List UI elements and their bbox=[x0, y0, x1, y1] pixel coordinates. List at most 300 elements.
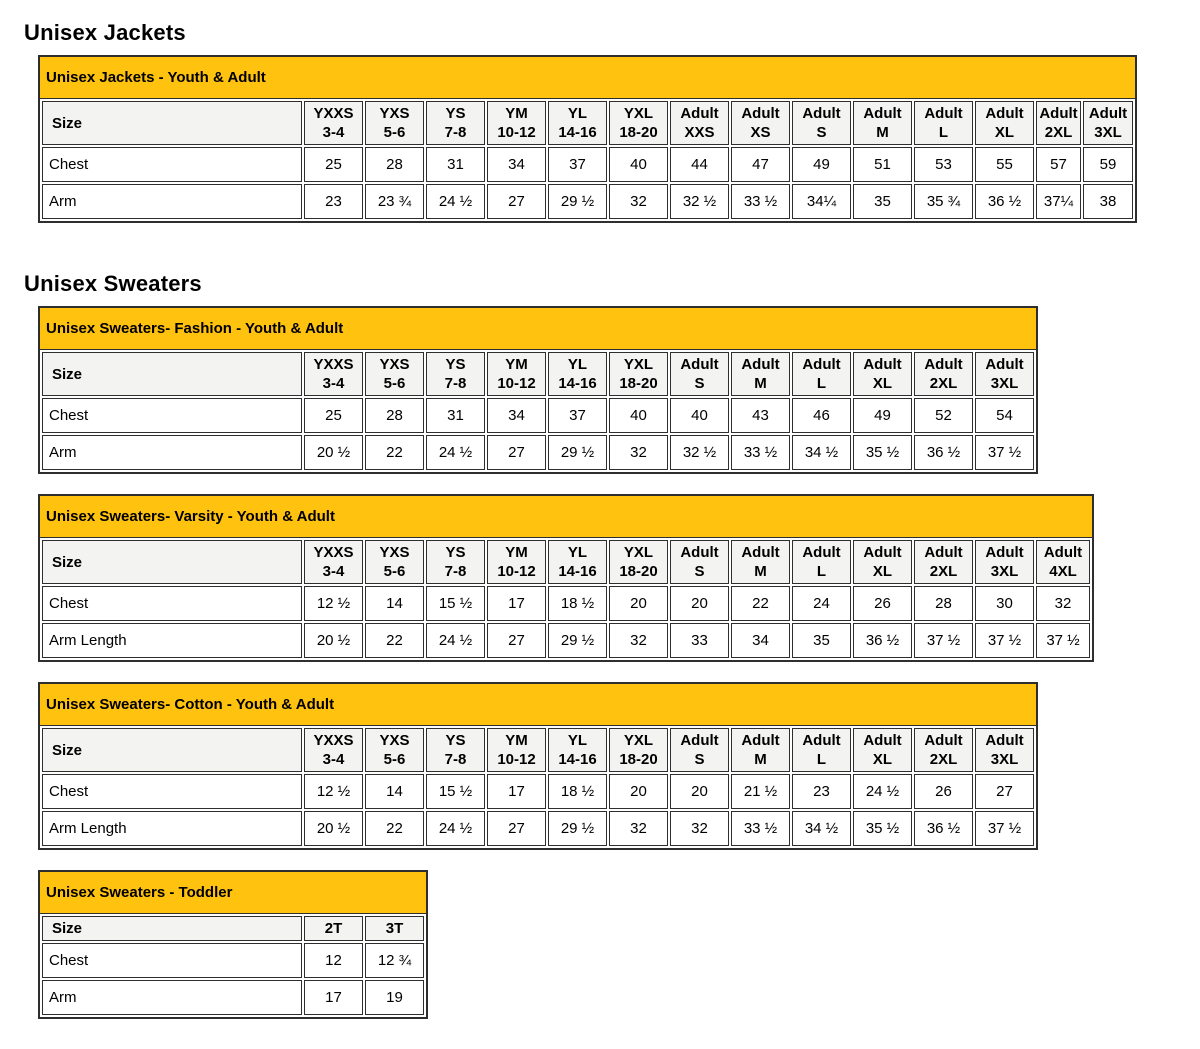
size-header-label: Size bbox=[42, 352, 302, 396]
column-header bbox=[365, 728, 424, 772]
table-title-banner: Unisex Sweaters- Fashion - Youth & Adult bbox=[40, 308, 1036, 350]
column-header-line1: YXXS bbox=[313, 732, 354, 749]
size-value-cell: 20 bbox=[670, 586, 729, 621]
column-header-line2: 5-6 bbox=[383, 563, 406, 580]
size-value-cell: 27 bbox=[975, 774, 1034, 809]
column-header bbox=[670, 352, 729, 396]
column-header-line2: S bbox=[694, 751, 705, 768]
size-value-cell: 23 ¾ bbox=[365, 184, 424, 219]
table-row bbox=[42, 943, 424, 978]
size-value-cell: 21 ½ bbox=[731, 774, 790, 809]
size-value-cell: 36 ½ bbox=[853, 623, 912, 658]
size-value-cell: 37 ½ bbox=[1036, 623, 1090, 658]
size-value-cell: 22 bbox=[365, 811, 424, 846]
column-header bbox=[365, 916, 424, 941]
column-header-line1: Adult bbox=[802, 356, 841, 373]
column-header-line1: YXL bbox=[623, 356, 654, 373]
size-value-cell: 17 bbox=[304, 980, 363, 1015]
size-header-label: Size bbox=[42, 916, 302, 941]
column-header-line1: YL bbox=[567, 356, 588, 373]
column-header-line2: 14-16 bbox=[558, 751, 597, 768]
column-header bbox=[365, 101, 424, 145]
column-header bbox=[670, 101, 729, 145]
size-value-cell: 15 ½ bbox=[426, 774, 485, 809]
row-label: Arm Length bbox=[42, 623, 302, 658]
column-header-line1: YXS bbox=[379, 732, 410, 749]
column-header bbox=[426, 101, 485, 145]
column-header-line2: M bbox=[876, 124, 889, 141]
column-header bbox=[548, 540, 607, 584]
size-value-cell: 33 ½ bbox=[731, 811, 790, 846]
size-value-cell: 12 ¾ bbox=[365, 943, 424, 978]
column-header-line2: 2XL bbox=[1044, 124, 1073, 141]
column-header-line2: L bbox=[938, 124, 949, 141]
size-value-cell: 24 ½ bbox=[853, 774, 912, 809]
column-header bbox=[304, 352, 363, 396]
section bbox=[24, 20, 1190, 243]
column-header-line1: Adult bbox=[802, 544, 841, 561]
header-row bbox=[42, 728, 1034, 772]
column-header-line1: Adult bbox=[1039, 105, 1078, 122]
size-value-cell: 25 bbox=[304, 398, 363, 433]
column-header-line2: 3-4 bbox=[322, 375, 345, 392]
size-value-cell: 27 bbox=[487, 623, 546, 658]
size-value-cell: 34 bbox=[731, 623, 790, 658]
section-heading: Unisex Sweaters bbox=[24, 271, 202, 296]
column-header bbox=[548, 728, 607, 772]
row-label: Chest bbox=[42, 774, 302, 809]
table-title-banner: Unisex Sweaters - Toddler bbox=[40, 872, 426, 914]
column-header-line2: S bbox=[816, 124, 827, 141]
column-header-line1: Adult bbox=[985, 105, 1024, 122]
column-header bbox=[426, 540, 485, 584]
table-row bbox=[42, 147, 1133, 182]
column-header-line1: YM bbox=[505, 105, 528, 122]
column-header-line1: YXL bbox=[623, 732, 654, 749]
size-value-cell: 32 bbox=[609, 623, 668, 658]
size-value-cell: 28 bbox=[365, 398, 424, 433]
column-header bbox=[609, 352, 668, 396]
column-header bbox=[670, 728, 729, 772]
size-value-cell: 14 bbox=[365, 774, 424, 809]
column-header bbox=[914, 540, 973, 584]
row-label: Chest bbox=[42, 943, 302, 978]
size-value-cell: 30 bbox=[975, 586, 1034, 621]
column-header-line2: XL bbox=[872, 375, 893, 392]
size-value-cell: 22 bbox=[731, 586, 790, 621]
size-value-cell: 20 bbox=[609, 586, 668, 621]
header-row bbox=[42, 916, 424, 941]
column-header-line2: 18-20 bbox=[619, 751, 658, 768]
column-header-line2: L bbox=[816, 375, 827, 392]
size-value-cell: 40 bbox=[609, 398, 668, 433]
size-value-cell: 32 ½ bbox=[670, 435, 729, 470]
size-table bbox=[40, 726, 1036, 848]
column-header bbox=[304, 728, 363, 772]
column-header bbox=[975, 101, 1034, 145]
size-value-cell: 54 bbox=[975, 398, 1034, 433]
column-header-line2: 3-4 bbox=[322, 751, 345, 768]
column-header bbox=[487, 352, 546, 396]
size-value-cell: 18 ½ bbox=[548, 586, 607, 621]
column-header-line1: Adult bbox=[680, 544, 719, 561]
size-table bbox=[40, 99, 1135, 221]
size-value-cell: 22 bbox=[365, 435, 424, 470]
size-chart-content bbox=[24, 20, 1190, 1039]
size-value-cell: 24 ½ bbox=[426, 623, 485, 658]
column-header bbox=[914, 101, 973, 145]
size-value-cell: 40 bbox=[609, 147, 668, 182]
column-header-line2: 5-6 bbox=[383, 375, 406, 392]
column-header-line1: Adult bbox=[924, 105, 963, 122]
table-row bbox=[42, 811, 1034, 846]
size-table bbox=[40, 350, 1036, 472]
size-value-cell: 35 ½ bbox=[853, 435, 912, 470]
column-header bbox=[548, 101, 607, 145]
column-header bbox=[1083, 101, 1133, 145]
column-header bbox=[853, 540, 912, 584]
size-value-cell: 35 ¾ bbox=[914, 184, 973, 219]
size-table-sweaters-cotton bbox=[38, 682, 1038, 850]
table-row bbox=[42, 184, 1133, 219]
size-value-cell: 55 bbox=[975, 147, 1034, 182]
column-header-line1: YS bbox=[445, 105, 466, 122]
column-header-line2: 2XL bbox=[929, 563, 958, 580]
size-value-cell: 40 bbox=[670, 398, 729, 433]
column-header-line1: YL bbox=[567, 732, 588, 749]
size-value-cell: 31 bbox=[426, 147, 485, 182]
column-header-line1: YM bbox=[505, 732, 528, 749]
column-header-line1: YS bbox=[445, 544, 466, 561]
size-value-cell: 53 bbox=[914, 147, 973, 182]
column-header-line2: 14-16 bbox=[558, 124, 597, 141]
column-header-line1: Adult bbox=[924, 732, 963, 749]
column-header-line2: 10-12 bbox=[497, 563, 536, 580]
column-header-line1: YXL bbox=[623, 544, 654, 561]
size-value-cell: 37¼ bbox=[1036, 184, 1081, 219]
size-value-cell: 35 ½ bbox=[853, 811, 912, 846]
size-value-cell: 20 bbox=[609, 774, 668, 809]
header-row bbox=[42, 352, 1034, 396]
size-value-cell: 38 bbox=[1083, 184, 1133, 219]
column-header bbox=[792, 540, 851, 584]
size-table-jackets-youth-adult bbox=[38, 55, 1137, 223]
column-header-line1: Adult bbox=[741, 105, 780, 122]
table-row bbox=[42, 586, 1090, 621]
column-header bbox=[792, 101, 851, 145]
column-header-line1: Adult bbox=[985, 356, 1024, 373]
size-value-cell: 36 ½ bbox=[914, 811, 973, 846]
size-value-cell: 51 bbox=[853, 147, 912, 182]
column-header bbox=[853, 728, 912, 772]
column-header bbox=[365, 352, 424, 396]
column-header-line1: Adult bbox=[924, 544, 963, 561]
size-value-cell: 52 bbox=[914, 398, 973, 433]
column-header-line1: Adult bbox=[680, 356, 719, 373]
column-header-line1: YXS bbox=[379, 105, 410, 122]
column-header-line2: 3XL bbox=[990, 375, 1019, 392]
column-header bbox=[731, 352, 790, 396]
column-header-line2: 7-8 bbox=[444, 563, 467, 580]
size-value-cell: 37 ½ bbox=[975, 435, 1034, 470]
size-value-cell: 34 ½ bbox=[792, 811, 851, 846]
size-value-cell: 49 bbox=[853, 398, 912, 433]
column-header-line2: XL bbox=[994, 124, 1015, 141]
column-header-line2: 7-8 bbox=[444, 375, 467, 392]
table-title-banner: Unisex Jackets - Youth & Adult bbox=[40, 57, 1135, 99]
header-row bbox=[42, 540, 1090, 584]
column-header-line1: YXXS bbox=[313, 105, 354, 122]
column-header bbox=[487, 728, 546, 772]
size-table bbox=[40, 914, 426, 1017]
column-header bbox=[365, 540, 424, 584]
size-value-cell: 18 ½ bbox=[548, 774, 607, 809]
size-value-cell: 28 bbox=[365, 147, 424, 182]
size-value-cell: 33 bbox=[670, 623, 729, 658]
column-header-line1: YS bbox=[445, 732, 466, 749]
column-header-line1: YXS bbox=[379, 356, 410, 373]
size-value-cell: 20 ½ bbox=[304, 623, 363, 658]
header-row bbox=[42, 101, 1133, 145]
size-value-cell: 17 bbox=[487, 586, 546, 621]
column-header-line2: 2XL bbox=[929, 751, 958, 768]
size-value-cell: 29 ½ bbox=[548, 623, 607, 658]
column-header bbox=[975, 540, 1034, 584]
size-table-sweaters-toddler bbox=[38, 870, 428, 1019]
column-header-line2: S bbox=[694, 563, 705, 580]
size-value-cell: 27 bbox=[487, 811, 546, 846]
column-header bbox=[975, 728, 1034, 772]
row-label: Arm bbox=[42, 435, 302, 470]
size-value-cell: 57 bbox=[1036, 147, 1081, 182]
size-header-label: Size bbox=[42, 728, 302, 772]
size-value-cell: 20 bbox=[670, 774, 729, 809]
size-value-cell: 27 bbox=[487, 435, 546, 470]
column-header-line2: S bbox=[694, 375, 705, 392]
column-header-line2: 10-12 bbox=[497, 751, 536, 768]
column-header-line1: 3T bbox=[385, 920, 404, 937]
size-value-cell: 26 bbox=[914, 774, 973, 809]
column-header bbox=[304, 540, 363, 584]
size-value-cell: 35 bbox=[792, 623, 851, 658]
column-header bbox=[914, 352, 973, 396]
column-header-line1: 2T bbox=[324, 920, 343, 937]
column-header bbox=[792, 728, 851, 772]
column-header-line2: 14-16 bbox=[558, 375, 597, 392]
row-label: Arm Length bbox=[42, 811, 302, 846]
size-table-sweaters-varsity bbox=[38, 494, 1094, 662]
size-value-cell: 34 bbox=[487, 398, 546, 433]
size-value-cell: 12 ½ bbox=[304, 586, 363, 621]
size-value-cell: 36 ½ bbox=[914, 435, 973, 470]
size-value-cell: 32 bbox=[609, 435, 668, 470]
size-value-cell: 23 bbox=[792, 774, 851, 809]
column-header-line2: 18-20 bbox=[619, 375, 658, 392]
size-value-cell: 12 bbox=[304, 943, 363, 978]
column-header bbox=[853, 101, 912, 145]
column-header bbox=[670, 540, 729, 584]
column-header-line2: 5-6 bbox=[383, 124, 406, 141]
column-header-line1: Adult bbox=[863, 544, 902, 561]
column-header-line2: L bbox=[816, 751, 827, 768]
column-header bbox=[426, 728, 485, 772]
column-header-line2: M bbox=[754, 751, 767, 768]
column-header-line1: YM bbox=[505, 356, 528, 373]
column-header-line1: Adult bbox=[741, 356, 780, 373]
size-value-cell: 29 ½ bbox=[548, 435, 607, 470]
column-header-line2: 3XL bbox=[990, 563, 1019, 580]
size-value-cell: 37 ½ bbox=[914, 623, 973, 658]
table-row bbox=[42, 774, 1034, 809]
table-title-banner: Unisex Sweaters- Cotton - Youth & Adult bbox=[40, 684, 1036, 726]
column-header-line1: YXXS bbox=[313, 356, 354, 373]
size-value-cell: 31 bbox=[426, 398, 485, 433]
size-value-cell: 32 ½ bbox=[670, 184, 729, 219]
size-value-cell: 34¼ bbox=[792, 184, 851, 219]
column-header-line2: M bbox=[754, 563, 767, 580]
size-value-cell: 33 ½ bbox=[731, 435, 790, 470]
size-value-cell: 49 bbox=[792, 147, 851, 182]
table-row bbox=[42, 435, 1034, 470]
column-header-line2: 18-20 bbox=[619, 124, 658, 141]
column-header-line1: Adult bbox=[1043, 544, 1083, 561]
column-header-line2: XL bbox=[872, 563, 893, 580]
column-header-line1: Adult bbox=[680, 732, 719, 749]
column-header-line2: XS bbox=[750, 124, 771, 141]
column-header-line1: YXL bbox=[623, 105, 654, 122]
column-header bbox=[609, 101, 668, 145]
size-value-cell: 34 ½ bbox=[792, 435, 851, 470]
size-value-cell: 32 bbox=[609, 184, 668, 219]
column-header bbox=[487, 540, 546, 584]
size-value-cell: 47 bbox=[731, 147, 790, 182]
column-header-line1: Adult bbox=[863, 732, 902, 749]
size-value-cell: 20 ½ bbox=[304, 811, 363, 846]
column-header-line1: Adult bbox=[985, 732, 1024, 749]
column-header-line2: 10-12 bbox=[497, 375, 536, 392]
column-header-line1: Adult bbox=[924, 356, 963, 373]
size-value-cell: 20 ½ bbox=[304, 435, 363, 470]
row-label: Chest bbox=[42, 147, 302, 182]
size-value-cell: 32 bbox=[1036, 586, 1090, 621]
column-header bbox=[426, 352, 485, 396]
size-value-cell: 24 bbox=[792, 586, 851, 621]
column-header-line1: Adult bbox=[741, 544, 780, 561]
table-title-banner: Unisex Sweaters- Varsity - Youth & Adult bbox=[40, 496, 1092, 538]
column-header-line1: Adult bbox=[985, 544, 1024, 561]
column-header-line1: Adult bbox=[1088, 105, 1128, 122]
column-header bbox=[914, 728, 973, 772]
column-header bbox=[1036, 101, 1081, 145]
size-value-cell: 17 bbox=[487, 774, 546, 809]
column-header-line2: 18-20 bbox=[619, 563, 658, 580]
size-value-cell: 12 ½ bbox=[304, 774, 363, 809]
column-header-line2: 3-4 bbox=[322, 563, 345, 580]
size-header-label: Size bbox=[42, 101, 302, 145]
row-label: Arm bbox=[42, 980, 302, 1015]
column-header-line2: 5-6 bbox=[383, 751, 406, 768]
section bbox=[24, 271, 1190, 1039]
size-value-cell: 29 ½ bbox=[548, 184, 607, 219]
column-header-line1: Adult bbox=[863, 356, 902, 373]
column-header-line1: Adult bbox=[863, 105, 902, 122]
column-header-line1: Adult bbox=[680, 105, 719, 122]
column-header-line2: 7-8 bbox=[444, 751, 467, 768]
size-value-cell: 27 bbox=[487, 184, 546, 219]
size-value-cell: 46 bbox=[792, 398, 851, 433]
size-value-cell: 37 ½ bbox=[975, 811, 1034, 846]
size-value-cell: 43 bbox=[731, 398, 790, 433]
size-value-cell: 15 ½ bbox=[426, 586, 485, 621]
size-value-cell: 37 bbox=[548, 147, 607, 182]
column-header bbox=[304, 916, 363, 941]
column-header bbox=[1036, 540, 1090, 584]
size-value-cell: 37 ½ bbox=[975, 623, 1034, 658]
size-value-cell: 36 ½ bbox=[975, 184, 1034, 219]
size-value-cell: 25 bbox=[304, 147, 363, 182]
column-header bbox=[487, 101, 546, 145]
size-value-cell: 32 bbox=[609, 811, 668, 846]
column-header bbox=[731, 728, 790, 772]
row-label: Arm bbox=[42, 184, 302, 219]
size-value-cell: 37 bbox=[548, 398, 607, 433]
column-header-line2: 2XL bbox=[929, 375, 958, 392]
column-header-line1: YXS bbox=[379, 544, 410, 561]
column-header bbox=[548, 352, 607, 396]
size-value-cell: 22 bbox=[365, 623, 424, 658]
column-header-line1: YL bbox=[567, 544, 588, 561]
size-value-cell: 35 bbox=[853, 184, 912, 219]
size-header-label: Size bbox=[42, 540, 302, 584]
size-value-cell: 32 bbox=[670, 811, 729, 846]
column-header bbox=[853, 352, 912, 396]
size-value-cell: 14 bbox=[365, 586, 424, 621]
size-value-cell: 23 bbox=[304, 184, 363, 219]
column-header-line1: YXXS bbox=[313, 544, 354, 561]
table-row bbox=[42, 623, 1090, 658]
column-header bbox=[609, 728, 668, 772]
column-header-line2: L bbox=[816, 563, 827, 580]
size-value-cell: 29 ½ bbox=[548, 811, 607, 846]
size-value-cell: 24 ½ bbox=[426, 184, 485, 219]
column-header-line1: YM bbox=[505, 544, 528, 561]
column-header-line1: YL bbox=[567, 105, 588, 122]
column-header-line1: Adult bbox=[802, 732, 841, 749]
size-value-cell: 44 bbox=[670, 147, 729, 182]
column-header bbox=[731, 540, 790, 584]
column-header-line2: XXS bbox=[684, 124, 715, 141]
column-header-line2: 10-12 bbox=[497, 124, 536, 141]
section-heading: Unisex Jackets bbox=[24, 20, 186, 45]
size-value-cell: 28 bbox=[914, 586, 973, 621]
size-value-cell: 19 bbox=[365, 980, 424, 1015]
size-value-cell: 24 ½ bbox=[426, 811, 485, 846]
column-header-line2: 4XL bbox=[1049, 563, 1077, 580]
column-header-line2: 3XL bbox=[1094, 124, 1122, 141]
size-value-cell: 34 bbox=[487, 147, 546, 182]
column-header-line2: 7-8 bbox=[444, 124, 467, 141]
column-header-line1: Adult bbox=[741, 732, 780, 749]
column-header-line1: YS bbox=[445, 356, 466, 373]
column-header bbox=[792, 352, 851, 396]
size-value-cell: 26 bbox=[853, 586, 912, 621]
size-value-cell: 59 bbox=[1083, 147, 1133, 182]
size-value-cell: 33 ½ bbox=[731, 184, 790, 219]
column-header-line2: 3-4 bbox=[322, 124, 345, 141]
column-header-line2: 14-16 bbox=[558, 563, 597, 580]
table-row bbox=[42, 398, 1034, 433]
column-header-line2: M bbox=[754, 375, 767, 392]
